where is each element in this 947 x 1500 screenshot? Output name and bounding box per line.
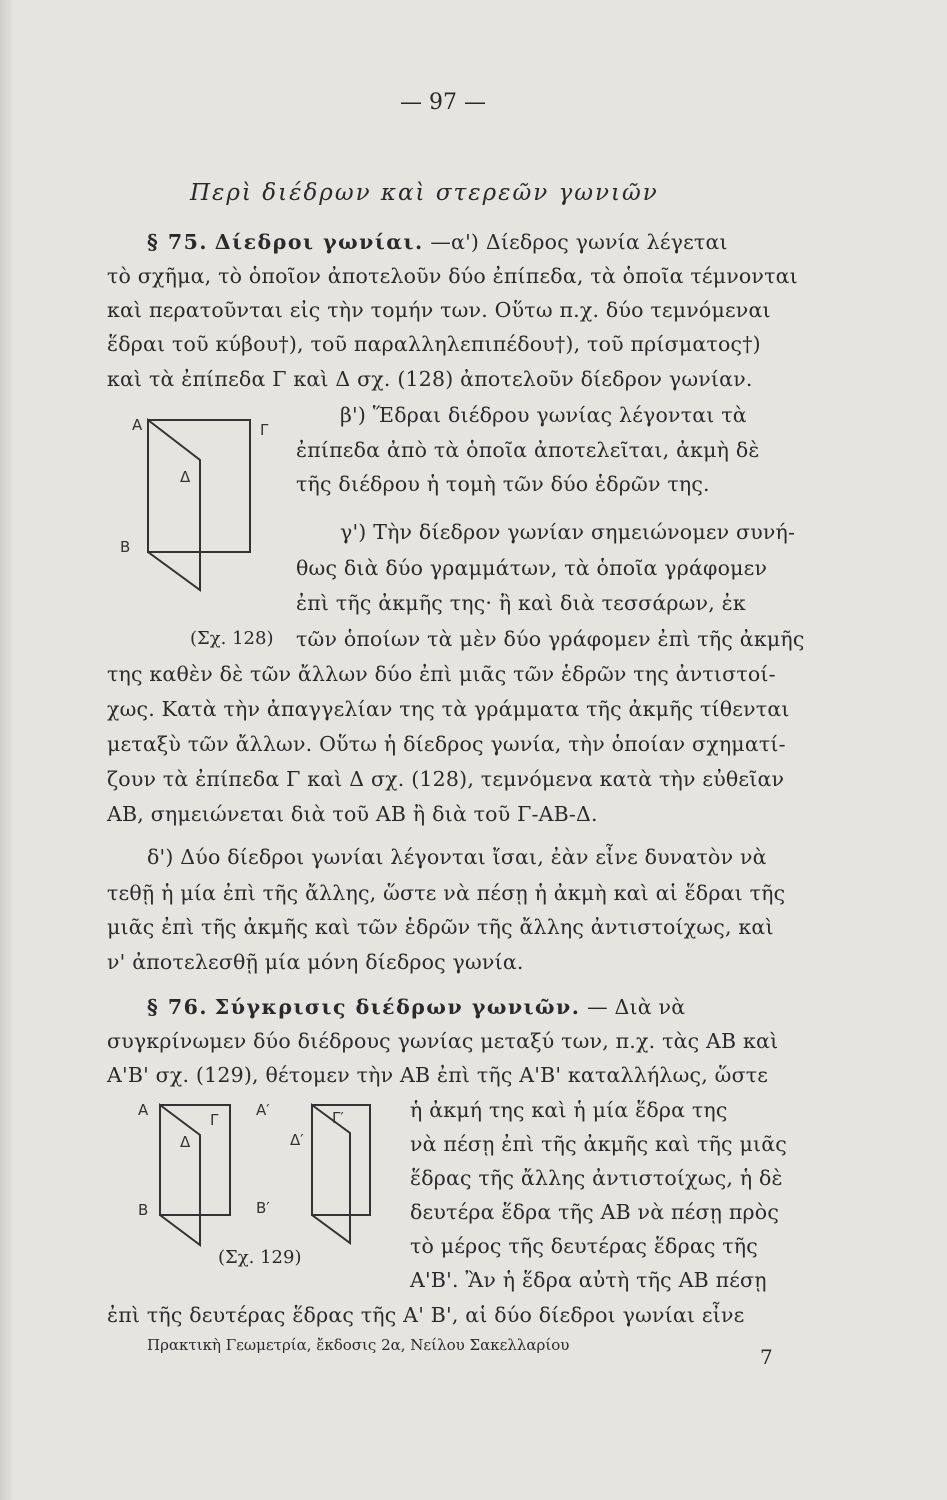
figure-129-caption: (Σχ. 129) [218, 1247, 302, 1268]
text-line: μεταξὺ τῶν ἄλλων. Οὕτω ἡ δίεδρος γωνία, τὴν ὁποίαν σχηματί- [107, 732, 786, 756]
fig129-label-g: Γ [210, 1111, 219, 1129]
section-76-mark: § 76. [147, 995, 209, 1019]
text-line: ἡ ἀκμή της καὶ ἡ μία ἕδρα της [410, 1098, 728, 1122]
text-line: καὶ τὰ ἐπίπεδα Γ καὶ Δ σχ. (128) ἀποτελοῦν δίεδρον γωνίαν. [107, 367, 753, 391]
signature-number: 7 [760, 1345, 773, 1369]
text-line: της καθὲν δὲ τῶν ἄλλων δύο ἐπὶ μιᾶς τῶν ἑδρῶν της ἀντιστοί- [107, 662, 776, 686]
fig128-label-a: A [132, 416, 143, 434]
text-line: τὸ μέρος τῆς δευτέρας ἕδρας τῆς [410, 1234, 758, 1258]
text-line: ἕδραι τοῦ κύβου†), τοῦ παραλληλεπιπέδου†), τοῦ πρίσματος†) [107, 332, 761, 356]
text-line: τῶν ὁποίων τὰ μὲν δύο γράφομεν ἐπὶ τῆς ἀκμῆς [296, 627, 805, 651]
section-75-mark: § 75. [147, 230, 209, 254]
second-plane-delta [312, 1105, 350, 1243]
text-line: —α') Δίεδρος γωνία λέγεται [430, 230, 728, 254]
page-binding-edge [0, 0, 14, 1500]
text-line: τῆς διέδρου ἡ τομὴ τῶν δύο ἑδρῶν της. [296, 472, 710, 496]
section-76-title: Σύγκρισις διέδρων γωνιῶν. [214, 995, 581, 1019]
text-line: τεθῇ ἡ μία ἐπὶ τῆς ἄλλης, ὥστε νὰ πέσῃ ἡ ἀκμὴ καὶ αἱ ἕδραι τῆς [107, 881, 786, 905]
fig128-label-b: B [120, 538, 131, 556]
text-line: ἐπίπεδα ἀπὸ τὰ ὁποῖα ἀποτελεῖται, ἀκμὴ δὲ [296, 438, 760, 462]
fig129-label-g-prime: Γ′ [332, 1109, 344, 1127]
text-line: ζουν τὰ ἐπίπεδα Γ καὶ Δ σχ. (128), τεμνόμενα κατὰ τὴν εὐθεῖαν [107, 767, 785, 791]
text-line: ν' ἀποτελεσθῇ μία μόνη δίεδρος γωνία. [107, 950, 524, 974]
fig129-label-b: B [138, 1201, 149, 1219]
fig129-label-d: Δ [180, 1133, 191, 1151]
text-line: ἐπὶ τῆς ἀκμῆς της· ἢ καὶ διὰ τεσσάρων, ἐκ [296, 591, 746, 615]
text-line: — Διὰ νὰ [587, 995, 686, 1019]
figure-128-dihedral-angle [110, 400, 280, 600]
first-plane-gamma [160, 1105, 230, 1215]
text-line: χως. Κατὰ τὴν ἀπαγγελίαν της τὰ γράμματα τῆς ἀκμῆς τίθενται [107, 697, 790, 721]
text-line: γ') Τὴν δίεδρον γωνίαν σημειώνομεν συνή- [340, 520, 796, 544]
text-line: δ') Δύο δίεδροι γωνίαι λέγονται ἴσαι, ἐὰν εἶνε δυνατὸν νὰ [147, 845, 767, 869]
fig129-label-b-prime: B′ [256, 1199, 270, 1217]
plane-delta [148, 420, 200, 590]
text-line: Α'Β'. Ἂν ἡ ἕδρα αὐτὴ τῆς ΑΒ πέσῃ [410, 1268, 767, 1292]
fig128-label-g: Γ [260, 421, 269, 439]
section-heading: Περὶ διέδρων καὶ στερεῶν γωνιῶν [190, 180, 659, 206]
figure-129-two-dihedral-angles [130, 1095, 390, 1265]
section-75-first-line [147, 230, 728, 254]
text-line: β') Ἕδραι διέδρου γωνίας λέγονται τὰ [340, 403, 747, 427]
fig129-label-a: A [138, 1101, 149, 1119]
text-line: μιᾶς ἐπὶ τῆς ἀκμῆς καὶ τῶν ἑδρῶν τῆς ἄλλης ἀντιστοίχως, καὶ [107, 915, 774, 939]
text-line: νὰ πέσῃ ἐπὶ τῆς ἀκμῆς καὶ τῆς μιᾶς [410, 1132, 787, 1156]
text-line: δευτέρα ἕδρα τῆς ΑΒ νὰ πέσῃ πρὸς [410, 1200, 780, 1224]
text-line: Α'Β' σχ. (129), θέτομεν τὴν ΑΒ ἐπὶ τῆς Α'Β' καταλλήλως, ὥστε [107, 1063, 769, 1087]
section-76-first-line [147, 995, 685, 1019]
text-line: συγκρίνωμεν δύο διέδρους γωνίας μεταξύ των, π.χ. τὰς ΑΒ καὶ [107, 1029, 779, 1053]
section-75-title: Δίεδροι γωνίαι. [214, 230, 424, 254]
text-line: θως διὰ δύο γραμμάτων, τὰ ὁποῖα γράφομεν [296, 556, 768, 580]
page-number: — 97 — [400, 90, 486, 115]
figure-128-caption: (Σχ. 128) [190, 628, 274, 649]
footer-citation: Πρακτικὴ Γεωμετρία, ἔκδοσις 2α, Νείλου Σακελλαρίου [147, 1336, 570, 1354]
text-line: τὸ σχῆμα, τὸ ὁποῖον ἀποτελοῦν δύο ἐπίπεδα, τὰ ὁποῖα τέμνονται [107, 264, 798, 288]
fig129-label-a-prime: A′ [256, 1101, 270, 1119]
text-line: ἕδρας τῆς ἄλλης ἀντιστοίχως, ἡ δὲ [410, 1166, 783, 1190]
first-plane-delta [160, 1105, 200, 1245]
fig129-label-d-prime: Δ′ [290, 1131, 304, 1149]
fig128-label-d: Δ [180, 468, 191, 486]
text-line: ΑΒ, σημειώνεται διὰ τοῦ ΑΒ ἢ διὰ τοῦ Γ-ΑΒ-Δ. [107, 802, 598, 826]
text-line: ἐπὶ τῆς δευτέρας ἕδρας τῆς Α' Β', αἱ δύο δίεδροι γωνίαι εἶνε [107, 1303, 745, 1327]
text-line: καὶ περατοῦνται εἰς τὴν τομήν των. Οὕτω π.χ. δύο τεμνόμεναι [107, 298, 771, 322]
